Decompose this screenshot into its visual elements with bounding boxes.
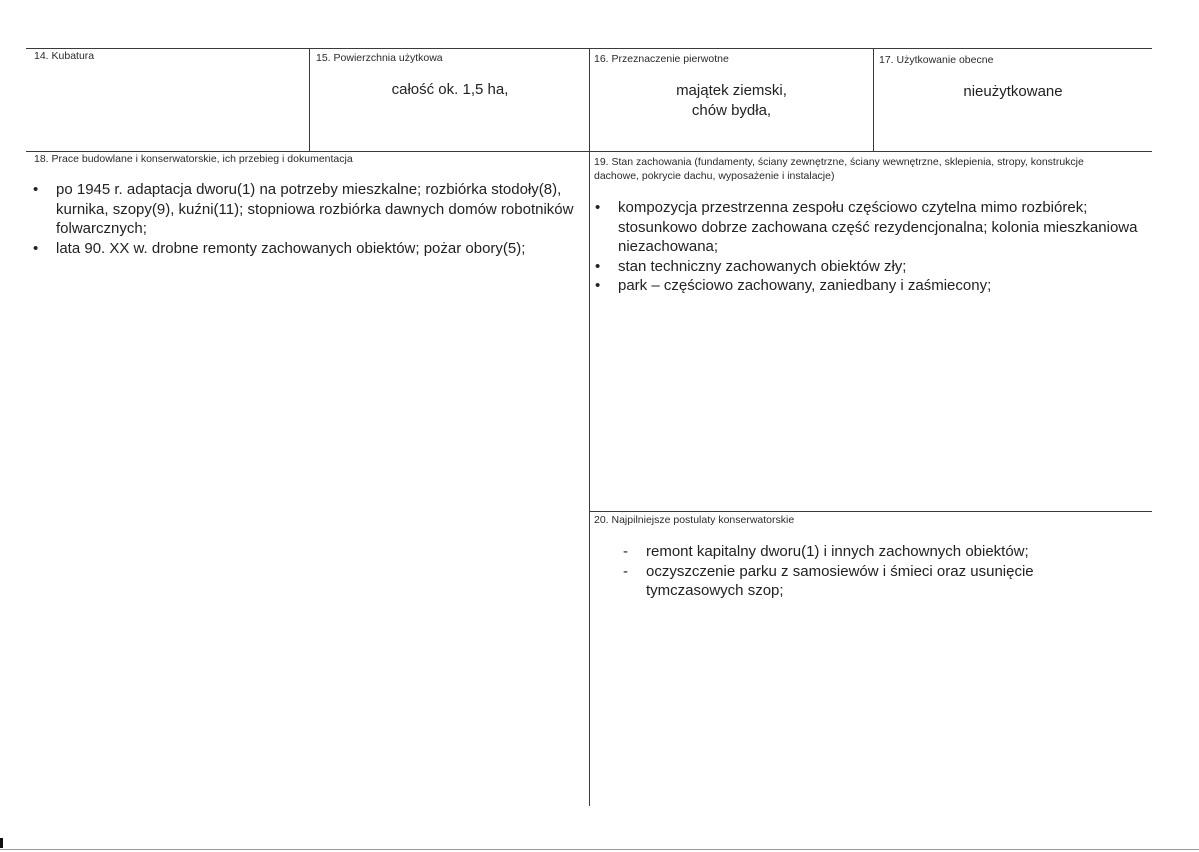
- field-16-label: 16. Przeznaczenie pierwotne: [594, 53, 729, 65]
- field-20-list: [620, 542, 1090, 601]
- field-16-value-line: chów bydła,: [691, 102, 772, 119]
- divider-center: [589, 48, 590, 806]
- field-15-label: 15. Powierzchnia użytkowa: [316, 52, 443, 64]
- list-item: - oczyszczenie parku z samosiewów i śmieci oraz usunięcie tymczasowych szop;: [620, 562, 1090, 601]
- field-18-label: 18. Prace budowlane i konserwatorskie, ich przebieg i dokumentacja: [34, 153, 353, 165]
- field-16-value: [590, 81, 873, 121]
- list-item: - remont kapitalny dworu(1) i innych zachownych obiektów;: [620, 542, 1090, 562]
- field-19-label: 19. Stan zachowania (fundamenty, ściany zewnętrzne, ściany wewnętrzne, sklepienia, stropy, konstrukcje dachowe, pokrycie dachu, wyposażenie i instalacje): [594, 156, 1084, 182]
- field-15-value: całość ok. 1,5 ha,: [391, 81, 509, 98]
- section-20-rule: [590, 511, 1152, 512]
- scan-bottom-edge: [0, 849, 1199, 850]
- list-item: • lata 90. XX w. drobne remonty zachowanych obiektów; pożar obory(5);: [30, 239, 586, 259]
- list-item: • po 1945 r. adaptacja dworu(1) na potrzeby mieszkalne; rozbiórka stodoły(8), kurnika, szopy(9), kuźni(11); stopniowa rozbiórka dawnych domów robotników folwarcznych;: [30, 180, 586, 239]
- field-19-list: [592, 198, 1142, 296]
- list-item: • park – częściowo zachowany, zaniedbany i zaśmiecony;: [592, 276, 1142, 296]
- field-14-label: 14. Kubatura: [34, 50, 95, 62]
- list-item: • kompozycja przestrzenna zespołu częściowo czytelna mimo rozbiórek; stosunkowo dobrze zachowana część rezydencjonalna; kolonia mieszkaniowa niezachowana;: [592, 198, 1142, 257]
- field-16-value-line: majątek ziemski,: [676, 82, 787, 99]
- field-17-label: 17. Użytkowanie obecne: [879, 54, 994, 66]
- field-17-value: nieużytkowane: [963, 83, 1063, 100]
- field-20-label: 20. Najpilniejsze postulaty konserwatorskie: [594, 514, 795, 526]
- list-item: • stan techniczny zachowanych obiektów zły;: [592, 257, 1142, 277]
- field-18-list: [30, 180, 586, 258]
- scan-edge-mark: [0, 838, 3, 848]
